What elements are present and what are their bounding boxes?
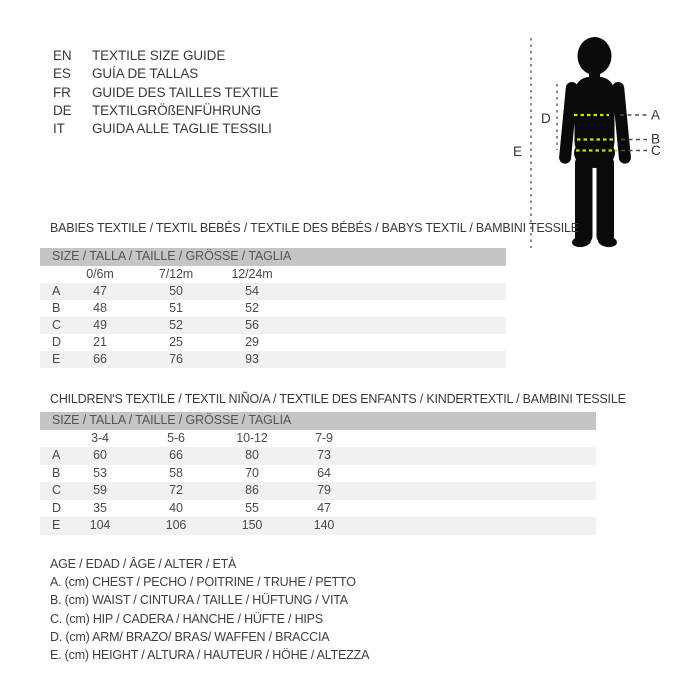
cell: 79 [317,483,331,497]
language-title-list [53,47,279,138]
table-row [40,351,506,368]
cell: 55 [245,500,259,515]
row-label: C [52,317,61,332]
column-header: 5-6 [167,430,185,445]
row-label: E [52,518,61,532]
legend-line-chest: A. (cm) CHEST / PECHO / POITRINE / TRUHE / PETTO [50,575,356,590]
column-header: 7/12m [158,266,194,281]
babies-section-title: BABIES TEXTILE / TEXTIL BEBÉS / TEXTILE DES BÉBÉS / BABYS TEXTIL / BAMBINI TESSILE [50,221,579,235]
table-row [40,447,596,465]
cell: 56 [245,317,259,332]
cell: 59 [93,483,107,497]
children-size-table [40,412,596,535]
cell: 35 [93,500,107,515]
chest-measure-label: A [651,107,661,123]
cell: 53 [93,465,107,480]
language-code: FR [53,84,71,100]
table-row [40,517,596,535]
children-section-title: CHILDREN'S TEXTILE / TEXTIL NIÑO/A / TEXTILE DES ENFANTS / KINDERTEXTIL / BAMBINI TESSILE [50,392,626,406]
table-row [40,317,506,334]
table-row [40,334,506,351]
language-row [53,84,279,102]
language-label: GUÍA DE TALLAS [92,66,199,82]
height-measure-label: E [513,144,523,159]
table-row [40,300,506,317]
column-header: 12/24m [231,266,273,281]
cell: 49 [93,317,107,332]
row-label: A [52,283,61,298]
column-header: 7-9 [315,430,333,445]
cell: 66 [169,448,183,462]
silhouette-right-leg [597,155,615,244]
arm-measure-label: D [541,111,551,126]
row-label: B [52,465,61,480]
row-label: B [52,300,61,315]
cell: 29 [245,334,259,349]
language-label: TEXTILE SIZE GUIDE [92,48,226,63]
waist-measure-label: B [651,131,661,147]
legend-line-age: AGE / EDAD / ÂGE / ALTER / ETÀ [50,557,237,571]
cell: 51 [169,300,183,315]
cell: 47 [317,500,331,515]
language-label: GUIDA ALLE TAGLIE TESSILI [92,121,272,137]
child-silhouette [559,37,632,248]
cell: 54 [245,283,259,298]
column-header-row [40,266,506,283]
cell: 104 [89,518,111,532]
row-label: C [52,483,61,497]
cell: 66 [93,351,107,366]
row-label: E [52,351,61,366]
legend-line-height: E. (cm) HEIGHT / ALTURA / HAUTEUR / HÖHE / ALTEZZA [50,648,370,663]
cell: 60 [93,448,107,462]
cell: 86 [245,483,259,497]
cell: 106 [165,518,187,532]
cell: 72 [169,483,183,497]
language-code: IT [53,121,65,137]
language-label: TEXTILGRÖßENFÜHRUNG [92,102,262,118]
size-header-bar: SIZE / TALLA / TAILLE / GRÖSSE / TAGLIA [40,248,506,266]
language-code: DE [53,102,72,118]
language-row [53,102,279,120]
babies-size-table [40,248,506,368]
cell: 93 [245,351,259,366]
cell: 52 [245,300,259,315]
cell: 50 [169,283,183,298]
table-row [40,283,506,300]
cell: 52 [169,317,183,332]
column-header: 3-4 [91,430,109,445]
column-header: 0/6m [86,266,114,281]
cell: 47 [93,283,107,298]
language-row [53,65,279,83]
cell: 48 [93,300,107,315]
cell: 58 [169,465,183,480]
legend-line-waist: B. (cm) WAIST / CINTURA / TAILLE / HÜFTUNG / VITA [50,593,348,608]
cell: 76 [169,351,183,366]
row-label: A [52,448,61,462]
column-header: 10-12 [236,430,268,445]
size-header-bar: SIZE / TALLA / TAILLE / GRÖSSE / TAGLIA [40,412,596,430]
table-row [40,482,596,500]
cell: 80 [245,448,259,462]
cell: 70 [245,465,259,480]
row-label: D [52,500,61,515]
child-measurement-figure [505,20,685,255]
table-row [40,500,596,518]
cell: 21 [93,334,107,349]
measurement-legend [50,555,369,664]
cell: 25 [169,334,183,349]
cell: 64 [317,465,331,480]
cell: 40 [169,500,183,515]
language-code: ES [53,66,71,82]
language-label: GUIDE DES TAILLES TEXTILE [92,84,279,100]
table-row [40,465,596,483]
row-label: D [52,334,61,349]
hip-measure-label: C [651,143,661,158]
language-row [53,120,279,138]
column-header-row [40,430,596,448]
language-row [53,47,279,65]
legend-line-hip: C. (cm) HIP / CADERA / HANCHE / HÜFTE / HIPS [50,611,323,626]
legend-line-arm: D. (cm) ARM/ BRAZO/ BRAS/ WAFFEN / BRACCIA [50,629,330,644]
language-code: EN [53,48,72,63]
cell: 73 [317,448,331,462]
cell: 140 [313,518,335,532]
cell: 150 [241,518,263,532]
